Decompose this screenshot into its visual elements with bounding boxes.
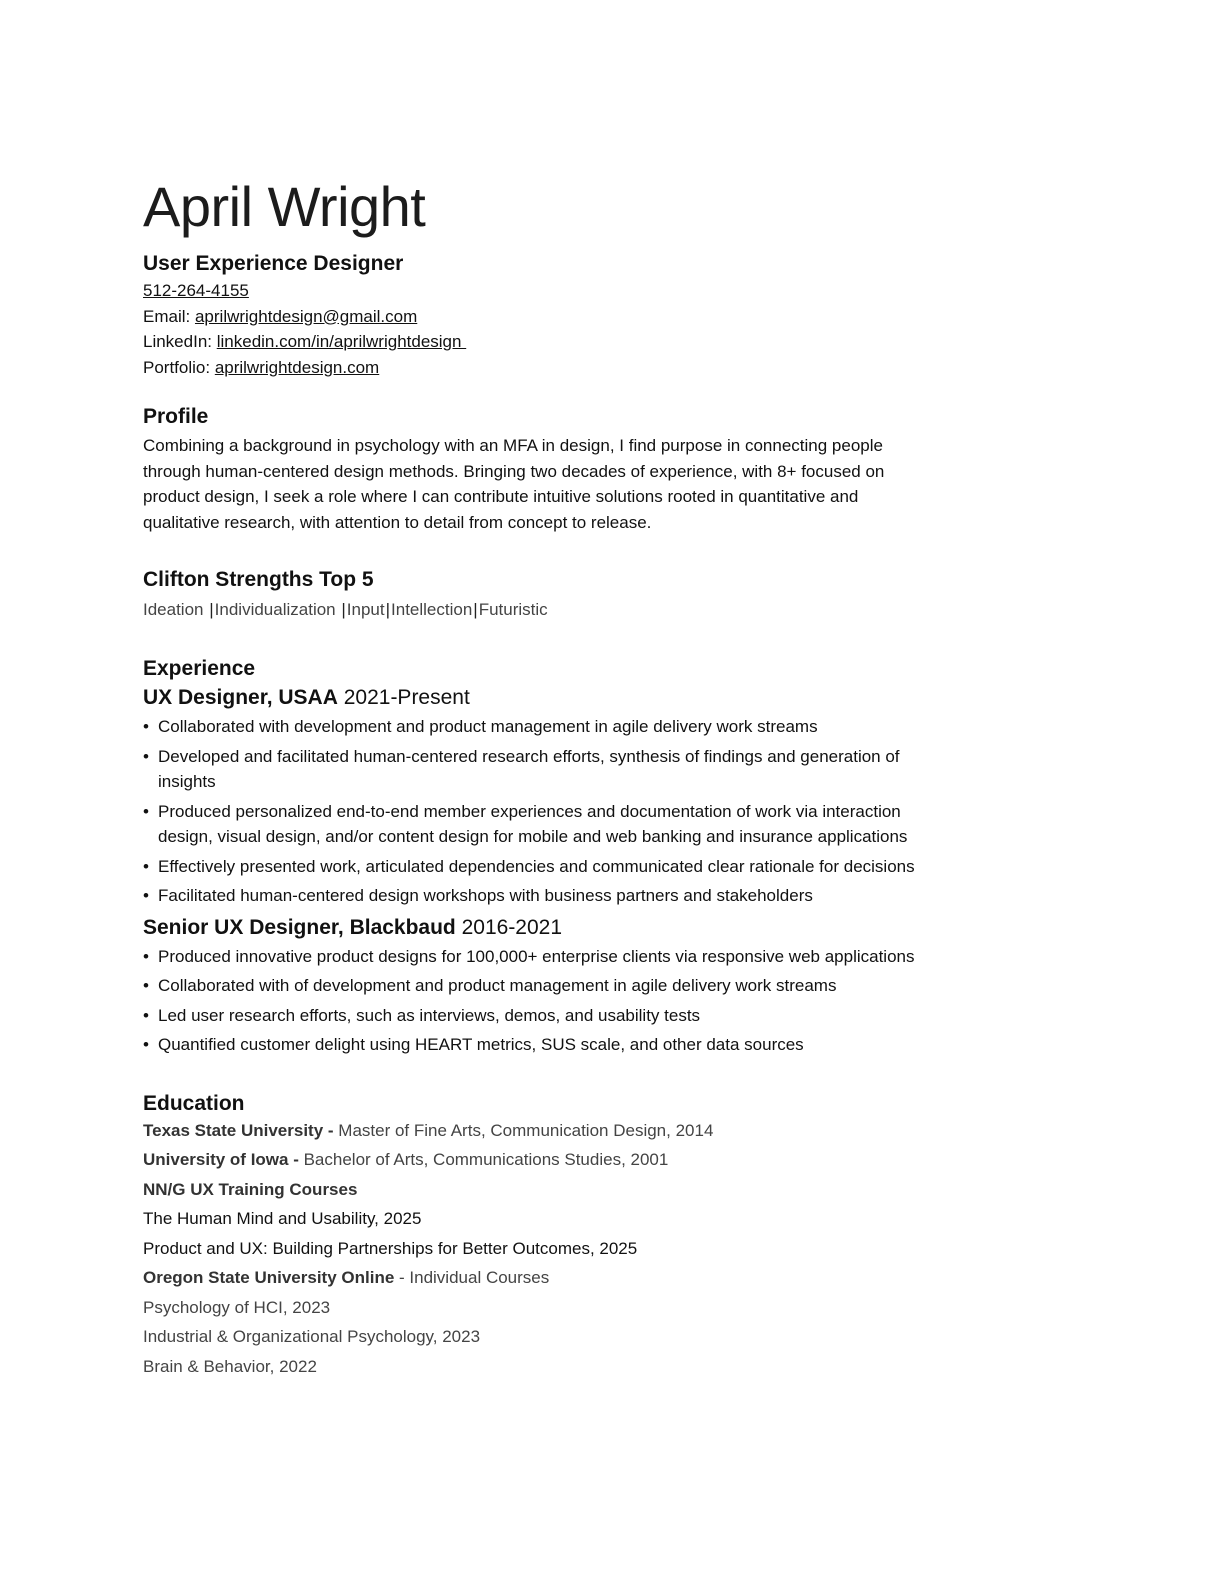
course-item: The Human Mind and Usability, 2025	[143, 1209, 422, 1228]
degree-text: Bachelor of Arts, Communications Studies, 2001	[303, 1150, 669, 1169]
bullet-item	[143, 973, 1023, 999]
strength-separator: |	[209, 600, 214, 619]
job-role: UX Designer, USAA	[143, 686, 338, 709]
profile-line: product design, I seek a role where I can contribute intuitive solutions rooted in quantitative and	[143, 487, 859, 506]
job-bullets-usaa	[143, 714, 1023, 909]
profile-line: through human-centered design methods. Bringing two decades of experience, with 8+ focused on	[143, 461, 885, 481]
strength-item: Ideation	[143, 600, 209, 619]
bullet-glyph: •	[143, 717, 149, 736]
institution-name: University of Iowa -	[143, 1150, 304, 1169]
profile-heading: Profile	[143, 405, 209, 428]
portfolio-link[interactable]: aprilwrightdesign.com	[214, 357, 380, 377]
bullet-text: insights	[158, 772, 216, 791]
candidate-name: April Wright	[143, 175, 426, 238]
phone-line	[143, 278, 1023, 304]
bullet-glyph: •	[143, 946, 149, 966]
bullet-glyph: •	[143, 746, 149, 766]
bullet-text: Quantified customer delight using HEART metrics, SUS scale, and other data sources	[158, 1035, 804, 1054]
strength-item: Input	[346, 600, 385, 619]
institution-name: NN/G UX Training Courses	[143, 1179, 358, 1199]
bullet-item	[143, 744, 1023, 795]
strength-item: Intellection	[391, 600, 473, 619]
bullet-text: Produced personalized end-to-end member experiences and documentation of work via interaction	[158, 801, 901, 821]
bullet-text: Led user research efforts, such as interviews, demos, and usability tests	[158, 1005, 701, 1025]
course-item: Psychology of HCI, 2023	[143, 1297, 331, 1317]
bullet-text: Developed and facilitated human-centered research efforts, synthesis of findings and generation of	[158, 746, 900, 766]
bullet-item	[143, 714, 1023, 740]
bullet-item	[143, 799, 1023, 850]
experience-heading: Experience	[143, 657, 256, 680]
job-dates: 2016-2021	[455, 915, 563, 939]
strength-separator: |	[385, 600, 391, 619]
job-heading-blackbaud	[143, 913, 1023, 942]
portfolio-label: Portfolio:	[143, 357, 215, 377]
bullet-item	[143, 883, 1023, 909]
education-entry-uiowa	[143, 1147, 1023, 1173]
institution-name: Oregon State University Online	[143, 1268, 395, 1287]
bullet-glyph: •	[143, 976, 149, 995]
profile-line: Combining a background in psychology with an MFA in design, I find purpose in connecting people	[143, 436, 883, 455]
strength-separator: |	[473, 600, 478, 619]
email-line	[143, 304, 1023, 330]
degree-text: Master of Fine Arts, Communication Design, 2014	[338, 1120, 714, 1140]
phone-link[interactable]: 512-264-4155	[143, 281, 249, 300]
course-item: Brain & Behavior, 2022	[143, 1356, 317, 1376]
job-title: User Experience Designer	[143, 252, 404, 275]
bullet-item	[143, 944, 1023, 970]
strength-item: Futuristic	[478, 600, 548, 619]
bullet-text: Collaborated with of development and product management in agile delivery work streams	[158, 976, 837, 995]
strength-item: Individualization	[214, 600, 341, 619]
resume-page	[143, 172, 1023, 1383]
education-heading: Education	[143, 1091, 245, 1115]
bullet-item	[143, 1032, 1023, 1058]
email-label: Email:	[143, 306, 195, 326]
job-role: Senior UX Designer, Blackbaud	[143, 915, 456, 939]
linkedin-label: LinkedIn:	[143, 332, 217, 351]
job-dates: 2021-Present	[337, 686, 470, 709]
course-item: Product and UX: Building Partnerships for Better Outcomes, 2025	[143, 1238, 638, 1258]
bullet-glyph: •	[143, 1005, 149, 1025]
linkedin-link[interactable]: linkedin.com/in/aprilwrightdesign	[216, 332, 467, 351]
bullet-glyph: •	[143, 886, 149, 905]
bullet-glyph: •	[143, 1035, 149, 1054]
bullet-text: Facilitated human-centered design workshops with business partners and stakeholders	[158, 886, 813, 905]
bullet-item	[143, 1003, 1023, 1029]
bullet-text: design, visual design, and/or content design for mobile and web banking and insurance applications	[158, 827, 908, 846]
profile-text	[143, 433, 1023, 535]
bullet-glyph: •	[143, 856, 149, 876]
portfolio-line	[143, 355, 1023, 381]
bullet-text: Effectively presented work, articulated dependencies and communicated clear rationale for decisions	[158, 856, 915, 876]
institution-name: Texas State University -	[143, 1120, 339, 1140]
strengths-list	[143, 597, 1023, 622]
bullet-text: Collaborated with development and product management in agile delivery work streams	[158, 717, 818, 736]
bullet-text: Produced innovative product designs for 100,000+ enterprise clients via responsive web applications	[158, 946, 915, 966]
email-link[interactable]: aprilwrightdesign@gmail.com	[194, 306, 418, 326]
strength-separator: |	[341, 600, 346, 619]
bullet-glyph: •	[143, 801, 149, 821]
course-note: - Individual Courses	[394, 1268, 550, 1287]
profile-line: qualitative research, with attention to detail from concept to release.	[143, 512, 652, 532]
education-entry-tsu	[143, 1118, 1023, 1144]
job-bullets-blackbaud	[143, 944, 1023, 1058]
strengths-heading: Clifton Strengths Top 5	[143, 568, 374, 591]
bullet-item	[143, 854, 1023, 880]
linkedin-line	[143, 329, 1023, 355]
education-entry-osu	[143, 1265, 1023, 1291]
job-heading-usaa	[143, 683, 1023, 712]
course-item: Industrial & Organizational Psychology, 2023	[143, 1327, 481, 1346]
